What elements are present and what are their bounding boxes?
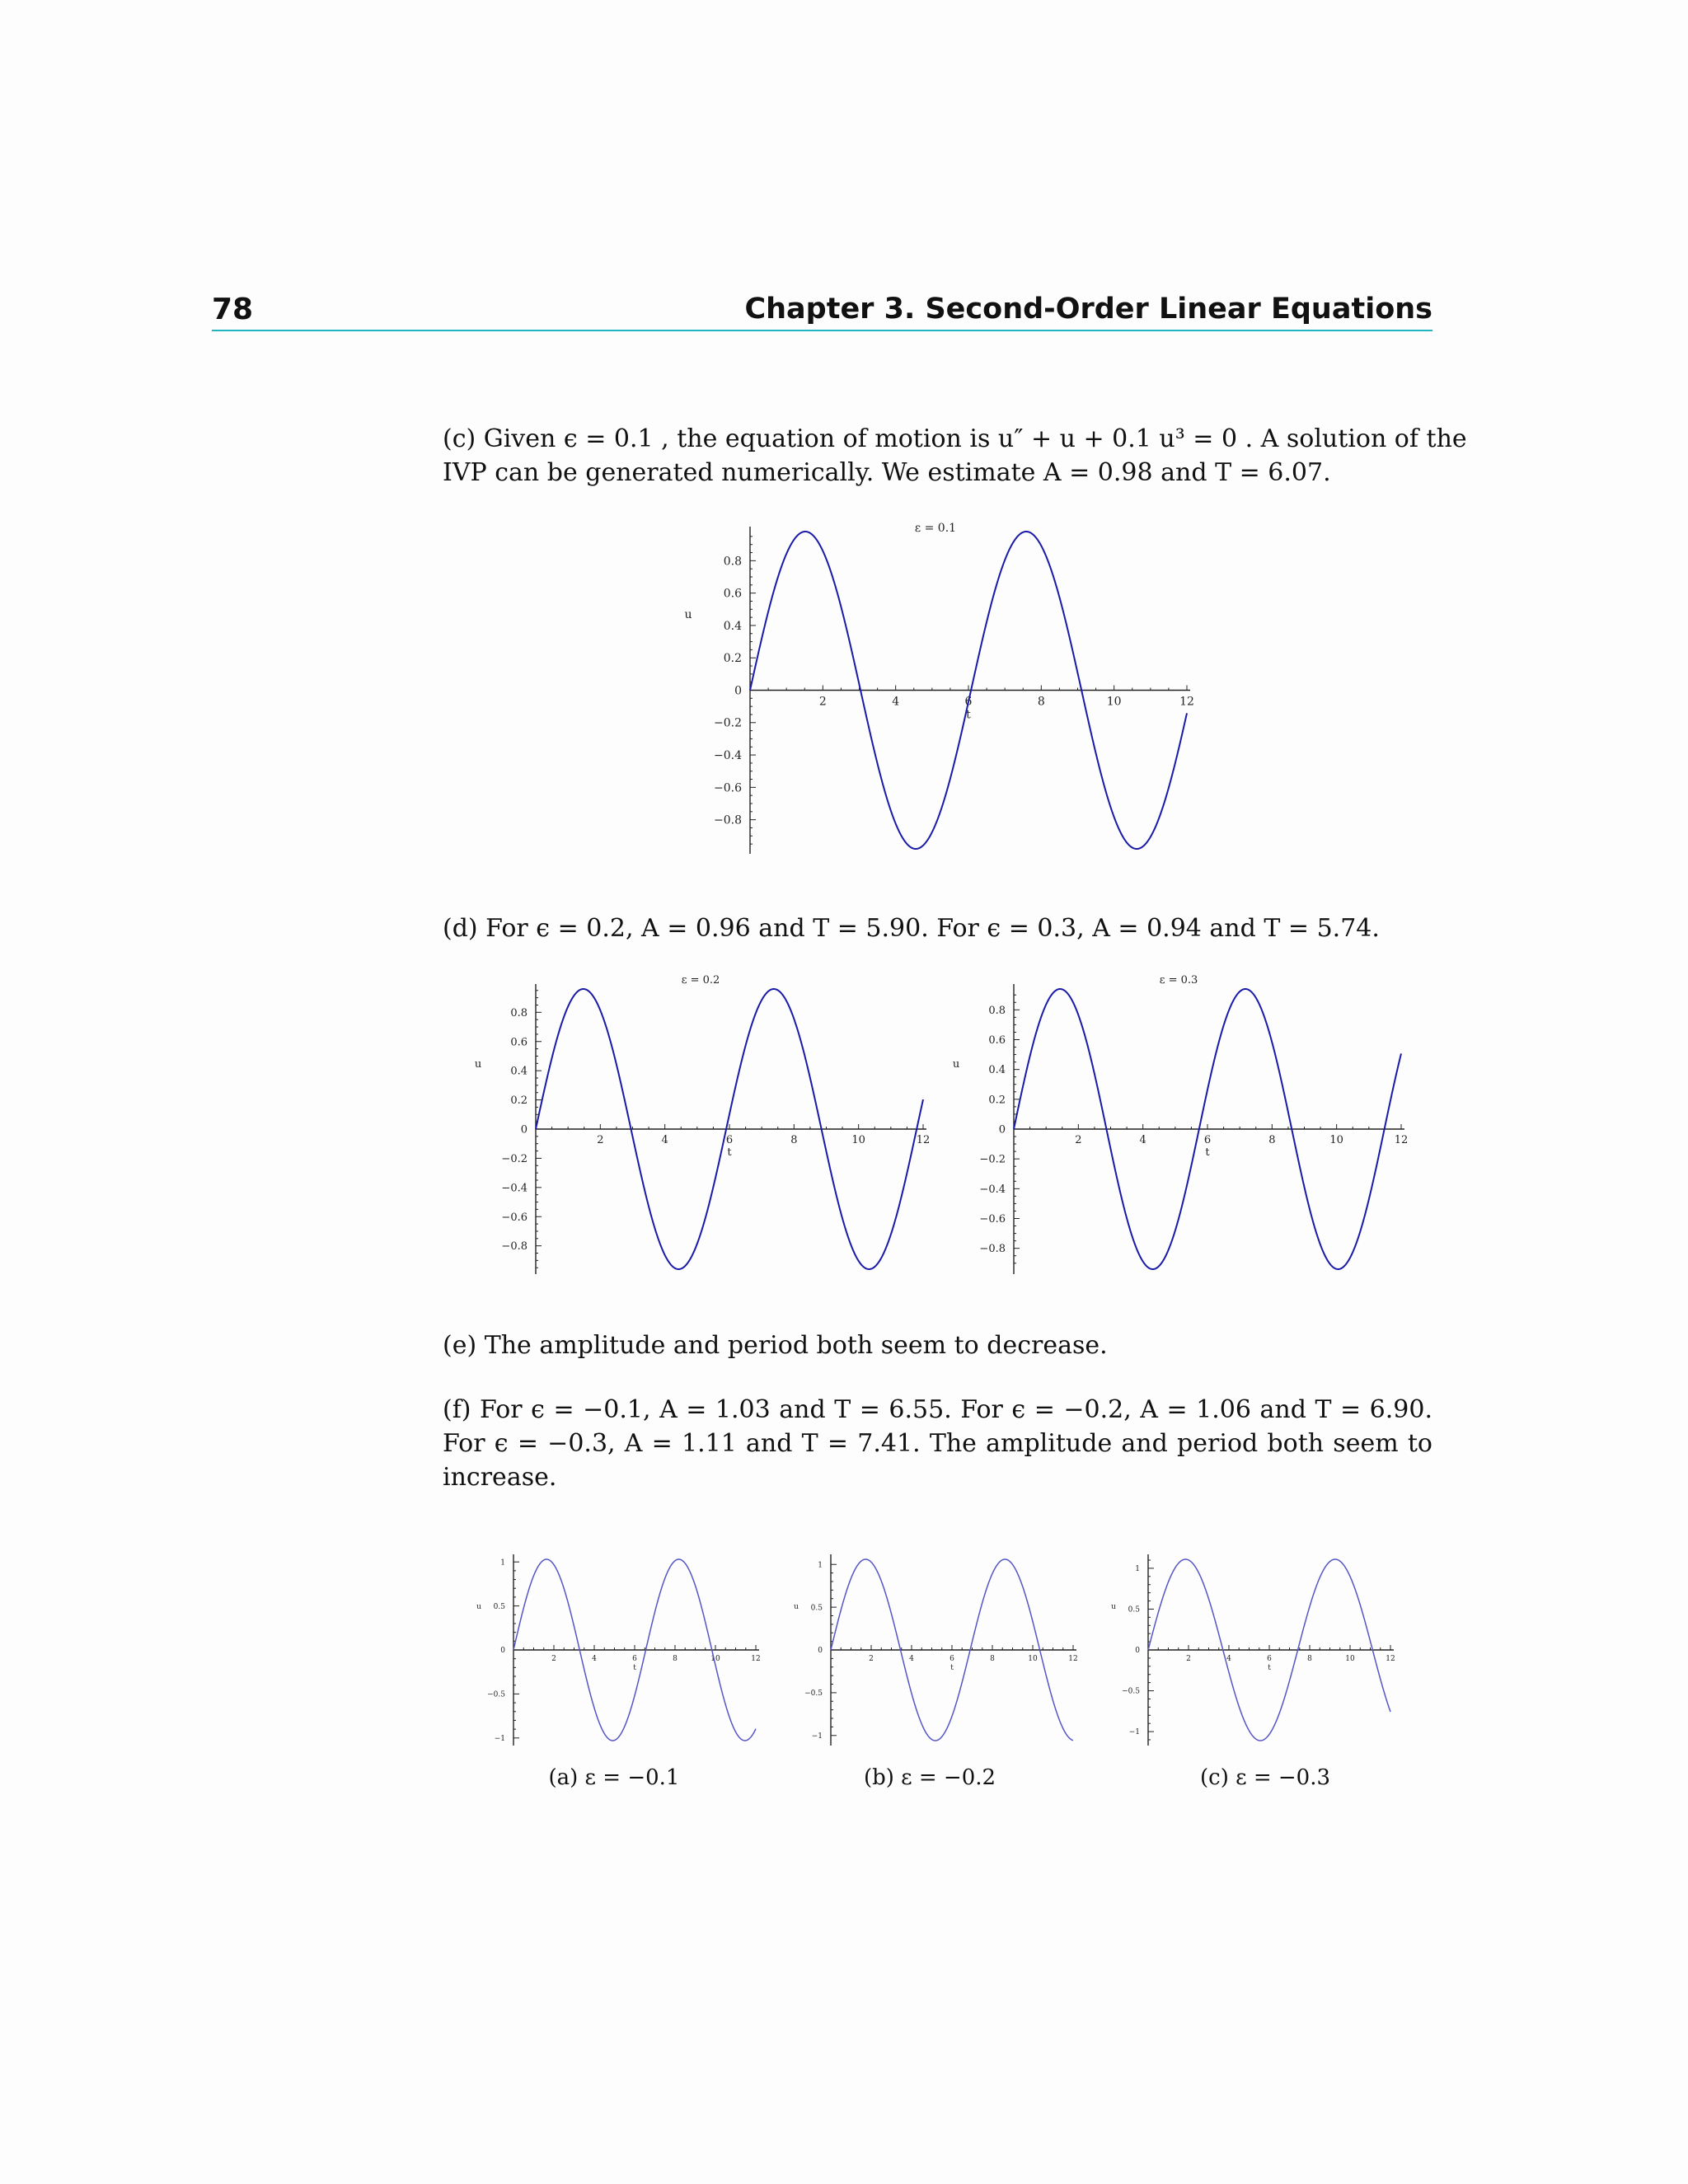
paragraph-f [443, 1393, 1432, 1494]
y-tick-label: 1 [818, 1561, 823, 1570]
plot-eps-0.3 [940, 968, 1418, 1290]
y-tick-label: −0.6 [501, 1211, 528, 1224]
y-tick-label: 0.6 [988, 1034, 1006, 1047]
y-tick-label: −0.6 [979, 1213, 1006, 1226]
page-number: 78 [212, 293, 254, 326]
y-tick-label: 0.8 [510, 1006, 528, 1019]
x-tick-label: 10 [1106, 695, 1122, 709]
plot-eps-minus-0.3 [1100, 1549, 1405, 1755]
caption-a: (a) ε = −0.1 [548, 1765, 680, 1790]
chart-title: ε = 0.1 [914, 522, 957, 535]
x-tick-label: 12 [916, 1134, 931, 1146]
x-tick-label: 2 [869, 1655, 874, 1663]
y-axis-label: u [952, 1058, 960, 1071]
x-tick-label: 12 [1179, 695, 1194, 709]
x-axis-label: t [1268, 1664, 1271, 1672]
y-tick-label: 0.2 [723, 652, 742, 666]
plot-eps-minus-0.2 [783, 1549, 1088, 1755]
x-axis-label: t [727, 1146, 732, 1159]
paragraph-f-line: increase. [443, 1463, 557, 1492]
y-tick-label: 0 [734, 684, 742, 698]
paragraph-c [443, 422, 1467, 490]
paragraph-f-line: For ϵ = −0.3, A = 1.11 and T = 7.41. The amplitude and period both seem to [443, 1429, 1432, 1458]
y-tick-label: 0.5 [493, 1602, 505, 1611]
x-tick-label: 2 [1075, 1134, 1082, 1146]
y-tick-label: −0.4 [979, 1183, 1006, 1196]
y-tick-label: 0.5 [1128, 1605, 1140, 1615]
x-tick-label: 10 [710, 1655, 720, 1663]
x-tick-label: 6 [964, 695, 973, 709]
x-tick-label: 8 [1037, 695, 1045, 709]
y-axis-label: u [684, 608, 692, 621]
header-rule [212, 330, 1432, 331]
y-tick-label: 0 [500, 1647, 505, 1656]
y-tick-label: −0.8 [979, 1243, 1006, 1256]
y-tick-label: 0.4 [510, 1065, 528, 1078]
x-tick-label: 8 [1307, 1655, 1312, 1663]
y-tick-label: 0 [520, 1123, 528, 1137]
y-tick-label: 0.5 [810, 1604, 823, 1613]
x-tick-label: 10 [1345, 1655, 1355, 1663]
chart-title: ε = 0.3 [1159, 974, 1198, 987]
x-tick-label: 10 [1028, 1655, 1038, 1663]
y-tick-label: 0.2 [988, 1094, 1006, 1107]
x-axis-label: t [966, 708, 971, 722]
y-tick-label: −0.8 [501, 1240, 528, 1254]
y-tick-label: −0.5 [1122, 1687, 1140, 1696]
paragraph-c-line: IVP can be generated numerically. We estimate A = 0.98 and T = 6.07. [443, 458, 1331, 487]
x-tick-label: 2 [818, 695, 827, 709]
y-tick-label: 0.2 [510, 1094, 528, 1108]
y-tick-label: 1 [500, 1558, 505, 1568]
y-tick-label: 0 [998, 1123, 1006, 1137]
y-axis-label: u [474, 1058, 482, 1071]
x-tick-label: 8 [790, 1134, 798, 1146]
caption-c: (c) ε = −0.3 [1199, 1765, 1331, 1790]
y-tick-label: 0 [818, 1647, 823, 1656]
x-tick-label: 12 [1394, 1134, 1409, 1146]
y-axis-label: u [476, 1603, 481, 1611]
y-axis-label: u [794, 1603, 799, 1611]
y-tick-label: 0.6 [723, 587, 742, 601]
x-tick-label: 2 [1186, 1655, 1191, 1663]
y-tick-label: −1 [494, 1734, 505, 1743]
y-tick-label: 0.4 [723, 619, 742, 633]
y-tick-label: −0.4 [714, 748, 742, 762]
x-tick-label: 6 [1267, 1655, 1272, 1663]
x-tick-label: 4 [592, 1655, 597, 1663]
y-tick-label: −0.5 [487, 1690, 505, 1699]
x-tick-label: 6 [725, 1134, 734, 1146]
x-tick-label: 4 [892, 695, 900, 709]
x-axis-label: t [1205, 1146, 1210, 1159]
y-tick-label: −0.5 [804, 1690, 823, 1699]
y-tick-label: 0.8 [723, 555, 742, 569]
y-tick-label: 0.6 [510, 1036, 528, 1049]
x-tick-label: 10 [851, 1134, 865, 1146]
y-axis-label: u [1111, 1603, 1116, 1611]
x-tick-label: 2 [551, 1655, 556, 1663]
caption-b: (b) ε = −0.2 [863, 1765, 996, 1790]
y-tick-label: −1 [811, 1732, 823, 1741]
paragraph-d-line: (d) For ϵ = 0.2, A = 0.96 and T = 5.90. For ϵ = 0.3, A = 0.94 and T = 5.74. [443, 914, 1380, 943]
y-tick-label: 0.8 [988, 1004, 1006, 1017]
y-tick-label: 1 [1135, 1565, 1140, 1574]
y-tick-label: −0.2 [501, 1152, 528, 1165]
x-tick-label: 6 [632, 1655, 637, 1663]
y-tick-label: −0.4 [501, 1182, 528, 1195]
paragraph-d [443, 912, 1432, 945]
x-tick-label: 12 [1386, 1655, 1395, 1663]
x-tick-label: 8 [990, 1655, 995, 1663]
x-tick-label: 8 [673, 1655, 678, 1663]
chart-title: ε = 0.2 [681, 974, 720, 987]
paragraph-f-line: (f) For ϵ = −0.1, A = 1.03 and T = 6.55. For ϵ = −0.2, A = 1.06 and T = 6.90. [443, 1395, 1432, 1424]
x-axis-label: t [950, 1664, 954, 1672]
x-tick-label: 2 [597, 1134, 604, 1146]
chapter-title: Chapter 3. Second-Order Linear Equations [744, 293, 1432, 326]
y-tick-label: −0.2 [714, 716, 742, 730]
paragraph-c-line: (c) Given ϵ = 0.1 , the equation of motion is u″ + u + 0.1 u³ = 0 . A solution of the [443, 424, 1467, 453]
plot-eps-0.1 [659, 511, 1203, 874]
paragraph-e [443, 1329, 1432, 1362]
x-axis-label: t [633, 1664, 636, 1672]
paragraph-e-line: (e) The amplitude and period both seem to decrease. [443, 1331, 1108, 1360]
plot-eps-0.2 [462, 968, 940, 1290]
x-tick-label: 4 [1226, 1655, 1231, 1663]
y-tick-label: −0.8 [714, 813, 742, 827]
x-tick-label: 4 [661, 1134, 668, 1146]
plot-eps-minus-0.1 [466, 1549, 771, 1755]
x-tick-label: 10 [1329, 1134, 1343, 1146]
x-tick-label: 6 [950, 1655, 954, 1663]
y-tick-label: −0.6 [714, 781, 742, 795]
y-tick-label: −1 [1128, 1728, 1140, 1737]
x-tick-label: 6 [1203, 1134, 1212, 1146]
x-tick-label: 12 [1068, 1655, 1078, 1663]
y-tick-label: 0 [1135, 1647, 1140, 1656]
x-tick-label: 4 [909, 1655, 914, 1663]
x-tick-label: 12 [751, 1655, 761, 1663]
y-tick-label: 0.4 [988, 1064, 1006, 1077]
y-tick-label: −0.2 [979, 1153, 1006, 1166]
x-tick-label: 4 [1139, 1134, 1146, 1146]
x-tick-label: 8 [1268, 1134, 1276, 1146]
